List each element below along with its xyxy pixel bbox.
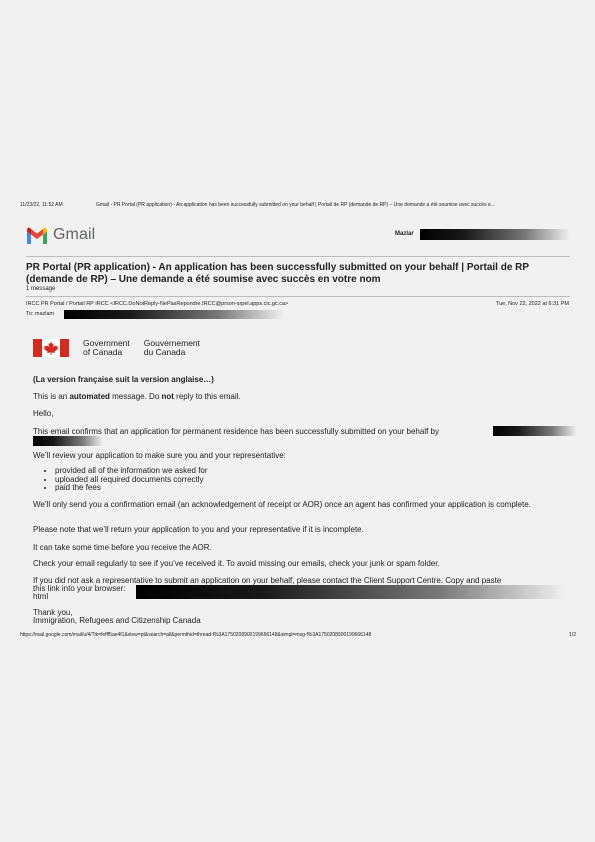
greeting: Hello,: [33, 409, 54, 418]
list-item: • uploaded all required documents correctly: [55, 476, 563, 485]
email-subject: PR Portal (PR application) - An application has been successfully submitted on your behalf | Portail de RP (demande de RP) – Une demande a été soumise avec succès en votre nom: [26, 262, 529, 285]
canada-flag-icon: [33, 339, 69, 357]
print-timestamp: 11/23/22, 11:52 AM: [20, 202, 63, 208]
government-of-canada-en: Government of Canada: [83, 337, 130, 357]
redacted-representative-name-line2: [33, 436, 103, 446]
requirements-list: [33, 467, 563, 493]
subject-divider: [26, 296, 570, 297]
email-date: Tue, Nov 22, 2022 at 6:31 PM: [495, 301, 569, 307]
account-name: Mazlar: [395, 231, 414, 237]
message-count: 1 message: [26, 286, 56, 292]
government-of-canada-fr: Gouvernement du Canada: [143, 337, 201, 357]
contact-support-note: If you did not ask a representative to submit an application on your behalf, please contact the Client Support Centre. Copy and paste: [33, 576, 502, 585]
list-item: • provided all of the information we asked for: [55, 467, 563, 476]
link-suffix: html: [33, 592, 49, 601]
aor-wait-note: It can take some time before you receive the AOR.: [33, 543, 212, 552]
review-intro: We’ll review your application to make sure you and your representative:: [33, 451, 286, 460]
redacted-recipient: [64, 310, 284, 319]
link-instruction: this link into your browser:: [33, 584, 126, 593]
french-version-note: (La version française suit la version anglaise…): [33, 375, 214, 384]
gmail-m-icon: [26, 227, 48, 244]
gmail-logo: [26, 225, 95, 245]
list-item: • paid the fees: [55, 484, 563, 493]
signature: Immigration, Refugees and Citizenship Canada: [33, 616, 201, 625]
confirmation-email-note: We’ll only send you a confirmation email (an acknowledgement of receipt or AOR) once an agent has confirmed your application is complete.: [33, 500, 531, 509]
redacted-representative-name: [493, 426, 577, 436]
header-divider: [26, 256, 570, 257]
check-email-note: Check your email regularly to see if you’ve received it. To avoid missing our emails, check your junk or spam folder.: [33, 559, 440, 568]
print-url: https://mail.google.com/mail/u/4/?ik=fefff5ae4f1&view=pt&search=all&permthid=thread-f%3A1750208900199666148&simpl=msg-f%3A1750208900199666148: [20, 632, 372, 638]
redacted-email-address: [420, 229, 570, 240]
confirmation-statement: This email confirms that an application for permanent residence has been successfully submitted on your behalf by: [33, 427, 439, 436]
government-of-canada-signature: [33, 338, 200, 358]
return-note: Please note that we’ll return your application to you and your representative if it is incomplete.: [33, 525, 364, 534]
automated-message-notice: This is an automated message. Do not reply to this email.: [33, 392, 241, 401]
print-title: Gmail - PR Portal (PR application) - An application has been successfully submitted on your behalf | Portail de RP (demande de RP) – Une demande a été soumise avec succès e...: [96, 202, 495, 208]
email-recipient: To: mazlam: [26, 311, 55, 317]
gmail-wordmark: Gmail: [53, 226, 96, 243]
page-number: 1/2: [569, 632, 576, 638]
closing: Thank you,: [33, 608, 73, 617]
email-sender: IRCC PR Portal / Portail RP IRCC <IRCC.DoNotReply-NePasRepondre.IRCC@prson-srpel.apps.cic.gc.ca>: [26, 301, 289, 307]
